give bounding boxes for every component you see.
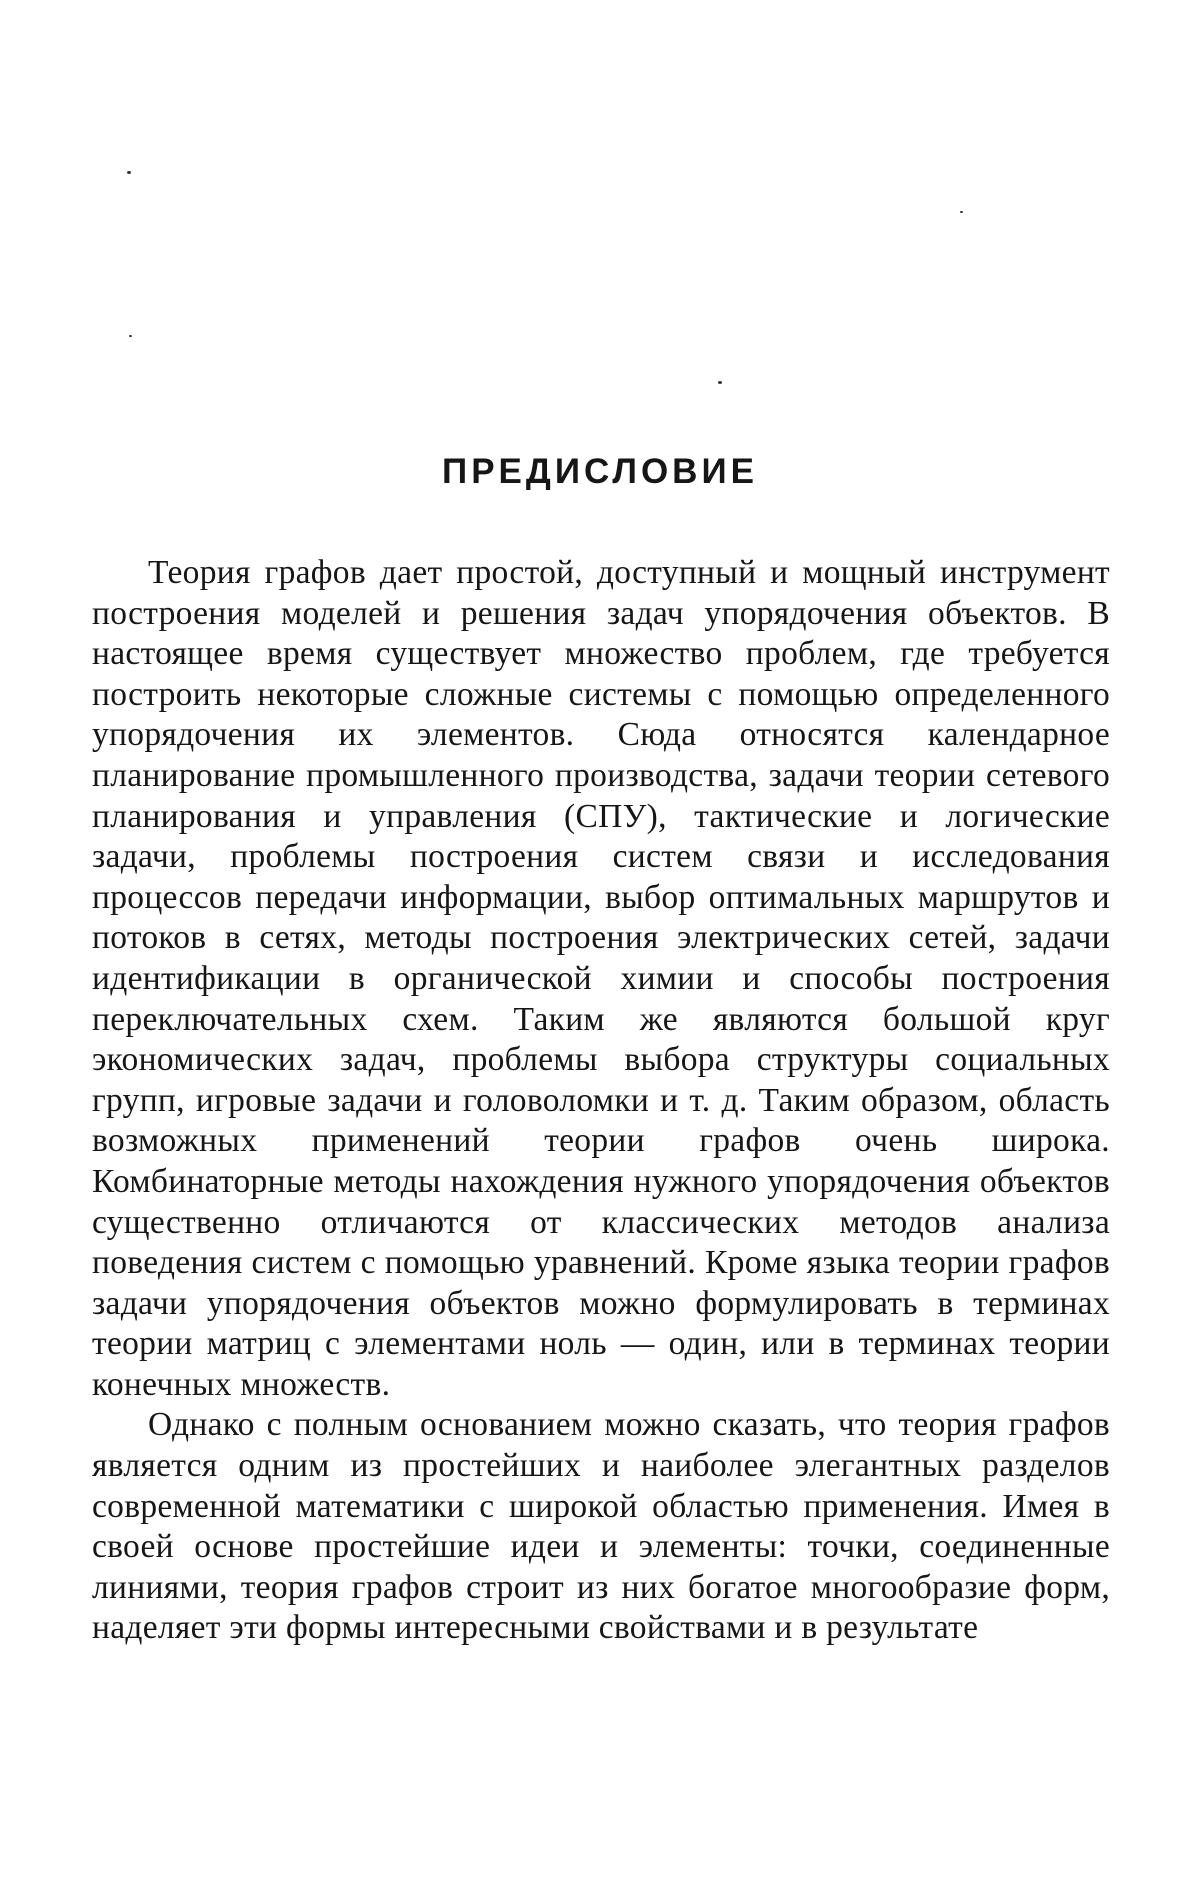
scan-speck [127, 171, 131, 174]
paragraph: Теория графов дает простой, доступный и мощный инструмент построения моделей и решения задач упорядочения объектов. В настоящее время существует множество проблем, где требуется построить некоторые сложные системы с помощью определенного упорядочения их элементов. Сюда относятся календарное планирование промышленного производства, задачи теории сетевого планирования и управления (СПУ), тактические и логические задачи, проблемы построения систем связи и исследования процессов передачи информации, выбор оптимальных маршрутов и потоков в сетях, методы построения электрических сетей, задачи идентификации в органической химии и способы построения переключательных схем. Таким же являются большой круг экономических задач, проблемы выбора структуры социальных групп, игровые задачи и головоломки и т. д. Таким образом, область возможных применений теории графов очень широка. Комбинаторные методы нахождения нужного упорядочения объектов существенно отличаются от классических методов анализа поведения систем с помощью уравнений. Кроме языка теории графов задачи упорядочения объектов можно формулировать в терминах теории матриц с элементами ноль — один, или в терминах теории конечных множеств. [92, 554, 1110, 1403]
paragraph: Однако с полным основанием можно сказать, что теория графов является одним из простейших и наиболее элегантных разделов современной математики с широкой областью применения. Имея в своей основе простейшие идеи и элементы: точки, соединенные линиями, теория графов строит из них богатое многообразие форм, наделяет эти формы интересными свойствами и в результате [92, 1406, 1110, 1647]
scan-speck [718, 381, 722, 384]
page-title: ПРЕДИСЛОВИЕ [442, 452, 758, 491]
scan-speck [960, 211, 963, 213]
scan-speck [129, 335, 132, 337]
body-text [92, 553, 1110, 1649]
